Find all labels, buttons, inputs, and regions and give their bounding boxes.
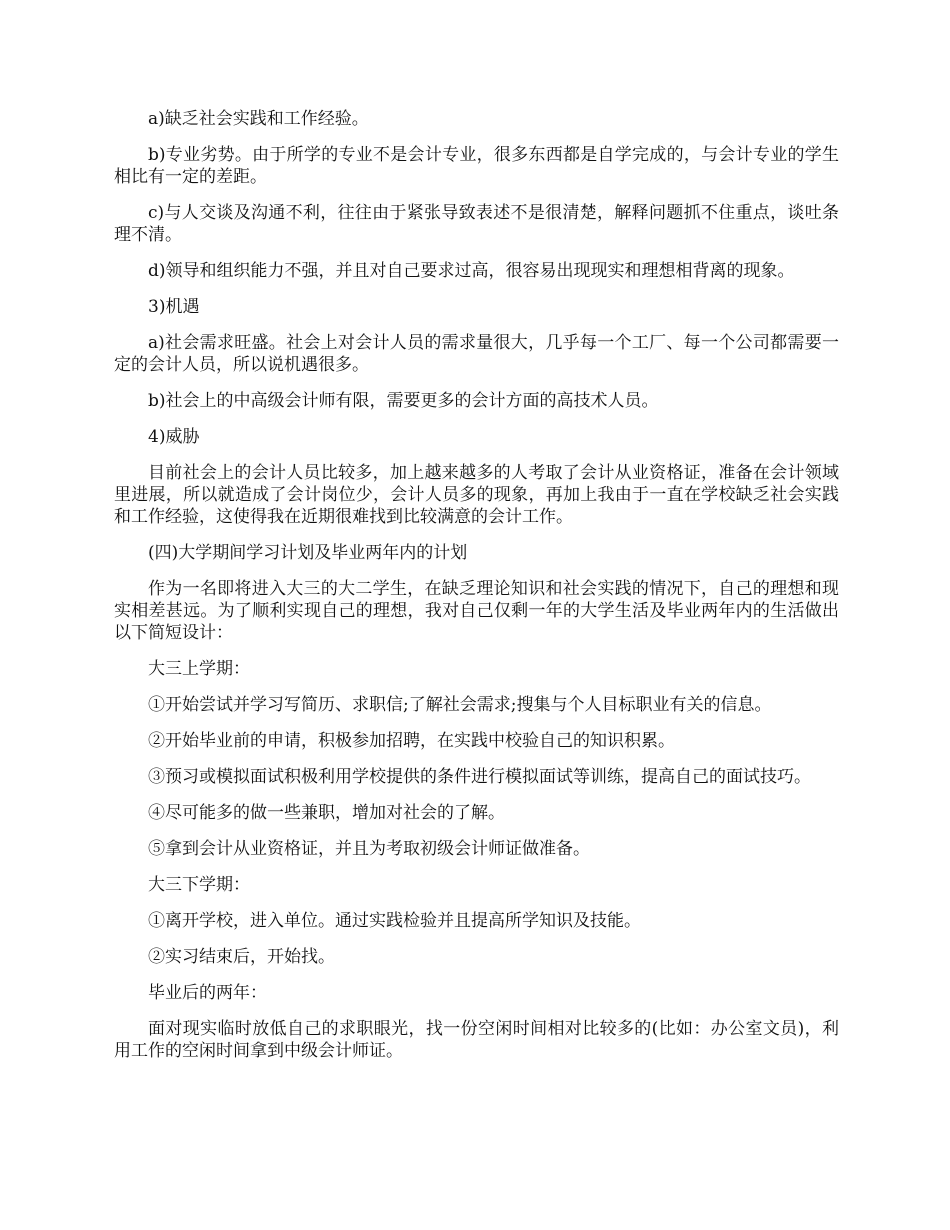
list-item-second-term-2: ②实习结束后，开始找。 [148,947,335,967]
list-item-first-term-3: ③预习或模拟面试积极利用学校提供的条件进行模拟面试等训练，提高自己的面试技巧。 [148,767,811,787]
list-item-first-term-2: ②开始毕业前的申请，积极参加招聘，在实践中校验自己的知识积累。 [148,731,675,751]
paragraph-weakness-b: b)专业劣势。由于所学的专业不是会计专业，很多东西都是自学完成的，与会计专业的学生相比有一定的差距。 [114,145,839,187]
heading-threats: 4)威胁 [148,427,200,447]
heading-study-plan: (四)大学期间学习计划及毕业两年内的计划 [148,543,468,563]
list-item-first-term-4: ④尽可能多的做一些兼职，增加对社会的了解。 [148,803,505,823]
paragraph-weakness-c: c)与人交谈及沟通不利，往往由于紧张导致表述不是很清楚，解释问题抓不住重点，谈吐条理不清。 [114,203,839,245]
list-item-first-term-1: ①开始尝试并学习写简历、求职信;了解社会需求;搜集与个人目标职业有关的信息。 [148,695,772,715]
heading-junior-first-term: 大三上学期： [148,659,250,679]
paragraph-weakness-a: a)缺乏社会实践和工作经验。 [148,109,369,129]
paragraph-weakness-d: d)领导和组织能力不强，并且对自己要求过高，很容易出现现实和理想相背离的现象。 [148,261,795,281]
document-page [114,108,839,1076]
heading-after-graduation: 毕业后的两年： [148,983,267,1003]
paragraph-after-graduation: 面对现实临时放低自己的求职眼光，找一份空闲时间相对比较多的(比如：办公室文员)，利用工作的空闲时间拿到中级会计师证。 [114,1019,839,1061]
paragraph-opportunity-a: a)社会需求旺盛。社会上对会计人员的需求量很大，几乎每一个工厂、每一个公司都需要一定的会计人员，所以说机遇很多。 [114,333,839,375]
paragraph-opportunity-b: b)社会上的中高级会计师有限，需要更多的会计方面的高技术人员。 [148,391,659,411]
paragraph-plan-intro: 作为一名即将进入大三的大二学生，在缺乏理论知识和社会实践的情况下，自己的理想和现实相差甚远。为了顺利实现自己的理想，我对自己仅剩一年的大学生活及毕业两年内的生活做出以下简短设计： [114,579,839,643]
list-item-first-term-5: ⑤拿到会计从业资格证，并且为考取初级会计师证做准备。 [148,839,590,859]
heading-opportunities: 3)机遇 [148,297,200,317]
heading-junior-second-term: 大三下学期： [148,875,250,895]
list-item-second-term-1: ①离开学校，进入单位。通过实践检验并且提高所学知识及技能。 [148,911,641,931]
paragraph-threats: 目前社会上的会计人员比较多，加上越来越多的人考取了会计从业资格证，准备在会计领域里进展，所以就造成了会计岗位少，会计人员多的现象，再加上我由于一直在学校缺乏社会实践和工作经验，这使得我在近期很难找到比较满意的会计工作。 [114,463,839,527]
